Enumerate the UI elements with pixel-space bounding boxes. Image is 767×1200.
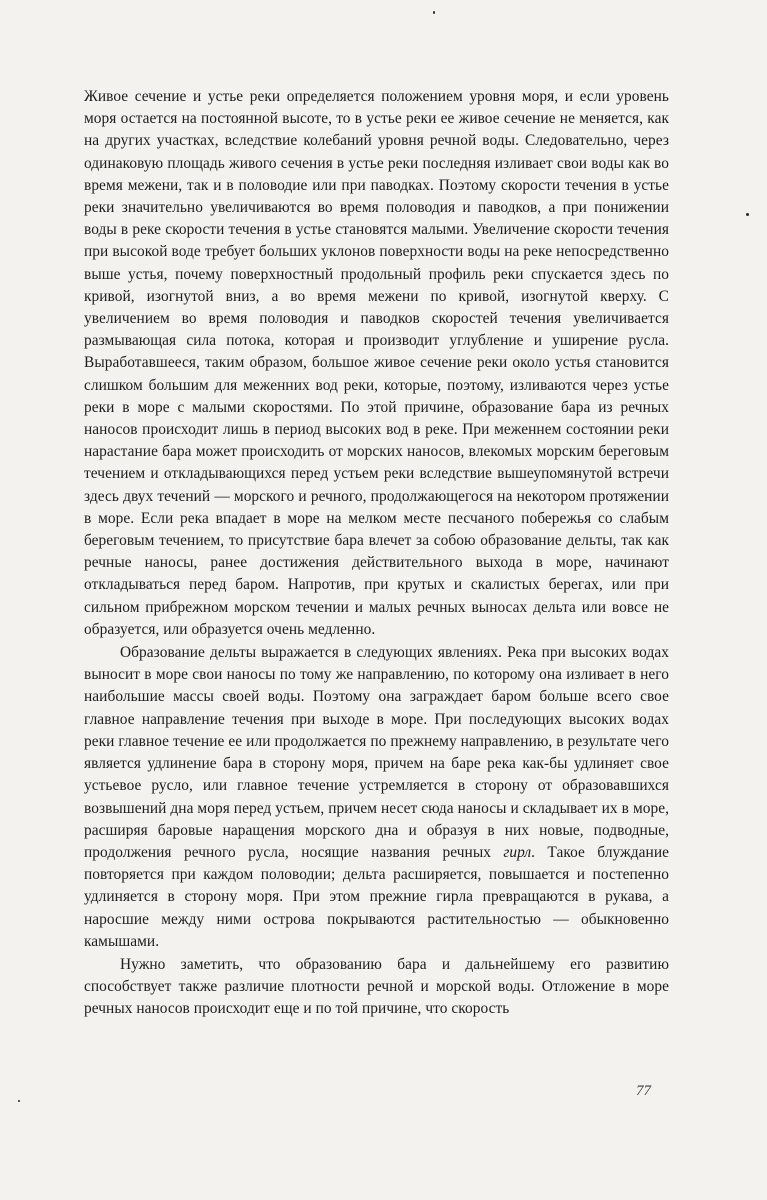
term-girl: гирл xyxy=(503,843,532,861)
paragraph-1 xyxy=(84,86,669,641)
paragraph-1-text: Живое сечение и устье реки определяется положением уровня моря, и если уровень моря остается на постоянной высоте, то в устье реки ее живое сечение не меняется, как на других участках, вследствие колебаний уровня речной воды. Следовательно, через одинаковую площадь живого сечения в устье реки последняя изливает свои воды как во время межени, так и в половодие или при паводках. Поэтому скорости течения в устье реки значительно увеличиваются во время половодия и паводков, а при понижении воды в реке скорости течения в устье становятся малыми. Увеличение скорости течения при высокой воде требует больших уклонов поверхности воды на реке непосредственно выше устья, почему поверхностный продольный профиль реки спускается здесь по кривой, изогнутой вниз, а во время межени по кривой, изогнутой кверху. С увеличением во время половодия и паводков скоростей течения увеличивается размывающая сила потока, которая и производит углубление и уширение русла. Выработавшееся, таким образом, большое живое сечение реки около устья становится слишком большим для меженних вод реки, которые, поэтому, изливаются через устье реки в море с малыми скоростями. По этой причине, образование бара из речных наносов происходит лишь в период высоких вод в реке. При меженнем состоянии реки нарастание бара может происходить от морских наносов, влекомых морским береговым течением и откладывающихся перед устьем реки вследствие вышеупомянутой встречи здесь двух течений — морского и речного, продолжающегося на некотором протяжении в море. Если река впадает в море на мелком месте песчаного побережья со слабым береговым течением, то присутствие бара влечет за собою образование дельты, так как речные наносы, ранее достижения действительного выхода в море, начинают откладываться перед баром. Напротив, при крутых и скалистых берегах, или при сильном прибрежном морском течении и малых речных выносах дельта или вовсе не образуется, или образуется очень медленно. xyxy=(84,88,669,638)
body-text xyxy=(84,86,669,1021)
scan-speck xyxy=(18,1100,20,1102)
paragraph-2 xyxy=(84,642,669,953)
paragraph-2-text-b: . Такое блуждание повторяется при каждом половодии; дельта расширяется, повышается и постепенно удлиняется в сторону моря. При этом прежние гирла превращаются в рукава, а наросшие между ними острова покрываются растительностью — обыкновенно камышами. xyxy=(84,843,669,950)
scan-speck xyxy=(433,11,435,14)
paragraph-3-text: Нужно заметить, что образованию бара и дальнейшему его развитию способствует также различие плотности речной и морской воды. Отложение в море речных наносов происходит еще и по той причине, что скорость xyxy=(84,955,669,1018)
paragraph-2-text-a: Образование дельты выражается в следующих явлениях. Река при высоких водах выносит в море свои наносы по тому же направлению, по которому она изливает в него наибольшие массы своей воды. Поэтому она заграждает баром больше всего свое главное направление течения при выходе в море. При последующих высоких водах реки главное течение ее или продолжается по прежнему направлению, в результате чего является удлинение бара в сторону моря, причем на баре река как-бы удлиняет свое устьевое русло, или главное течение устремляется в сторону от образовавшихся возвышений дна моря перед устьем, причем несет сюда наносы и складывает их в море, расширяя баровые наращения морского дна и образуя в них новые, подводные, продолжения речного русла, носящие названия речных xyxy=(84,644,669,861)
page-number: 77 xyxy=(636,1083,651,1099)
scan-speck xyxy=(746,213,749,216)
paragraph-3 xyxy=(84,954,669,1021)
